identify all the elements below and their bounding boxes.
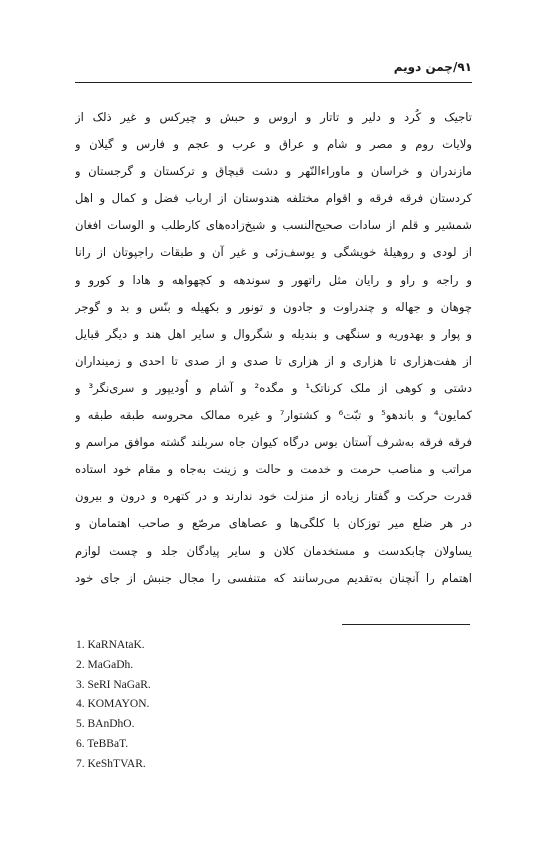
footnote-item: 5. BAnDhO. [76,718,135,731]
text-line: کمایون⁴ و باندهو⁵ و تبّت⁶ و کشتوار⁷ و غیره ممالک محروسه طبقه طبقه و [75,408,472,423]
text-line: تاجیک و کُرد و دلیر و تاتار و اروس و حبش و چیرکس و غیر ذلک از [75,110,472,124]
text-line: از هفت‌هزاری تا هزاری و از هزاری تا صدی و از صدی تا احدی و زمینداران [75,353,472,368]
footnote-item: 4. KOMAYON. [76,698,150,711]
text-line: از لودی و روهیلهٔ خویشگی و یوسف‌زئی و غیر آن و طبقات راجپوتان از رانا [75,245,472,260]
footnotes [76,636,376,775]
footnote-divider [342,624,470,625]
footnote-item: 6. TeBBaT. [76,737,129,750]
text-line: و پوار و بهدوریه و سنگهی و بندیله و شگروال و سایر اهل هند و دیگر قبایل [75,326,472,341]
text-line: اهتمام را آنچنان به‌تقدیم می‌رسانند که متنفسی را مجال جنبش از جای خود [75,570,472,585]
text-line: قدرت حرکت و گفتار زیاده از منزلت خود ندارند و در کتهره و درون و بیرون [75,489,472,504]
body-text [75,104,472,592]
text-line: مراتب و مناصب حرمت و خدمت و حالت و زینت به‌جاه و مقام خود استاده [75,462,472,477]
footnote-item: 1. KaRNAtaK. [76,639,145,651]
footnote-item: 3. SeRI NaGaR. [76,678,151,691]
text-line: در هر ضلع میر توزکان با کلگی‌ها و عصاهای مرصّع و صاحب اهتمامان و [75,516,472,531]
text-line: دشتی و کوهی از ملک کرناتک¹ و مگده² و آشام و اُودیپور و سری‌نگر³ و [75,380,472,395]
footnote-item: 7. KeShTVAR. [76,757,146,770]
header-divider [75,82,472,83]
text-line: فرقه فرقه به‌شرف آستان بوس درگاه کیوان جاه سربلند گشته موافق مراسم و [75,435,472,450]
text-line: شمشیر و قلم از سادات صحیح‌النسب و شیخ‌زاده‌های کارطلب و الوسات افغان [75,218,472,233]
text-line: چوهان و جهاله و چندراوت و جادون و تونور و بکهیله و بنّس و بد و گوجر [75,299,472,314]
text-line: یساولان چابکدست و مستخدمان کلان و سایر پیادگان جلد و چست لوازم [75,543,472,558]
running-header: ۹۱/چمن دویم [393,60,472,74]
footnote-item: 2. MaGaDh. [76,658,134,671]
text-line: و راجه و راو و رایان مثل راتهور و سوندهه و کچهواهه و هادا و کورو و [75,272,472,287]
text-line: ولایات روم و مصر و شام و عراق و عرب و عجم و فارس و گیلان و [75,137,472,152]
text-line: مازندران و خراسان و ماوراءالنّهر و دشت قبچاق و ترکستان و گرجستان و [75,164,472,179]
text-line: کردستان فرقه فرقه و اقوام مختلفه هندوستان از ارباب فضل و کمال و اهل [75,191,472,206]
